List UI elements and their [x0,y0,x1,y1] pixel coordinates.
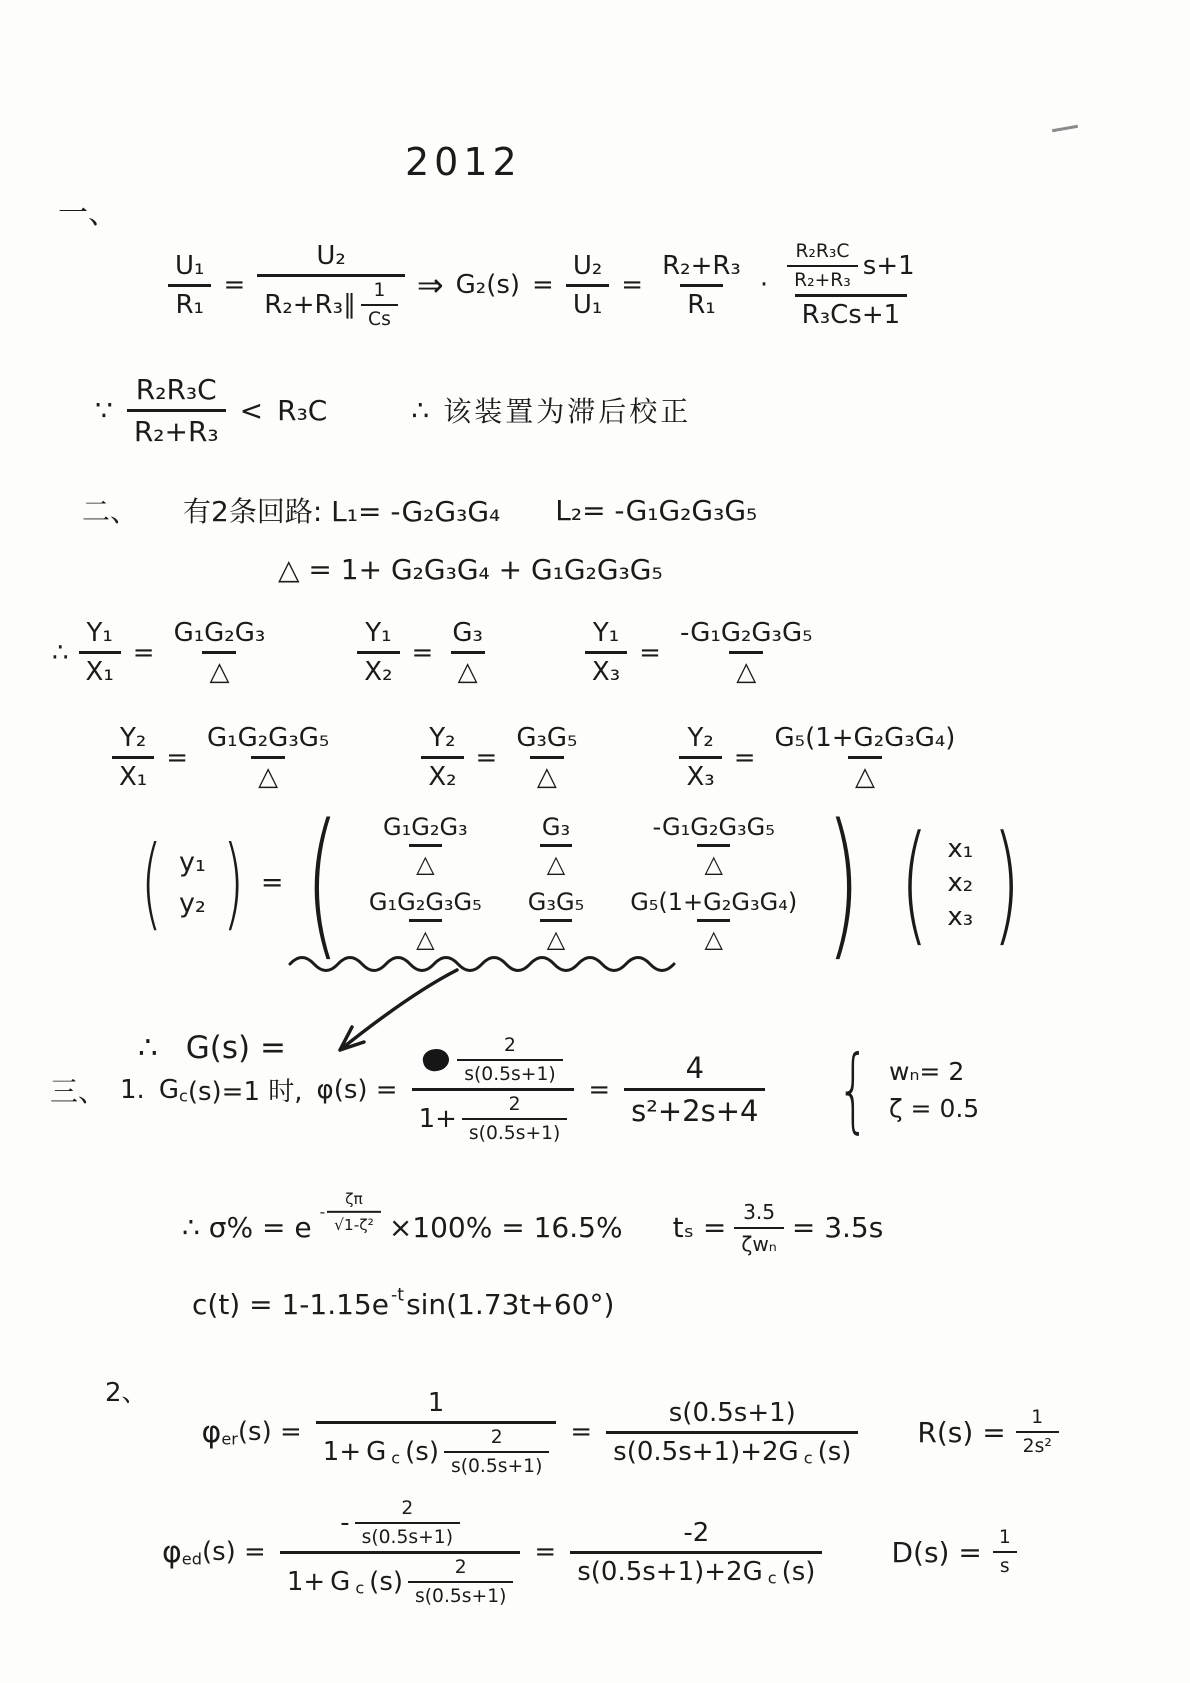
parameters-group [824,1035,980,1143]
result-fraction [624,1051,765,1128]
left-paren: ( [140,823,163,941]
gc-subscript: c [803,1448,813,1468]
numerator: R₂R₃C [135,372,217,406]
ds-fraction [992,1527,1018,1577]
numerator: -G₁G₂G₃G₅ [679,618,813,648]
gs-label: G(s) = [185,1030,286,1066]
one-plus: 1+ [418,1104,457,1134]
denominator: s [993,1551,1017,1577]
x1-entry: x₁ [947,833,974,864]
transfer-row-y1 [52,600,820,705]
numerator: U₁ [175,250,205,281]
numerator: Y₁ [86,618,113,648]
numerator: Y₂ [429,723,456,753]
gc-subscript: c [391,1448,401,1468]
fraction-expr [673,618,820,687]
ratio-y1-x3 [585,618,820,687]
fraction-r2r3-r1 [655,251,748,320]
exponent-fraction [327,1189,381,1233]
left-paren: ( [900,806,928,959]
denominator: △ [530,756,564,792]
numerator: G₅(1+G₂G₃G₄) [774,723,956,753]
numerator: G₁G₂G₃G₅ [207,723,330,753]
fraction-yx [679,723,721,792]
section1-equation2 [95,355,691,465]
transfer-function-label: G₂(s) [455,270,521,300]
open-loop-fraction [408,1557,513,1607]
section3-item1 [50,1012,979,1167]
fraction-yx [112,723,154,792]
numerator: 1 [427,1387,445,1418]
denominator: △ [540,919,572,953]
exponent-group [320,1189,381,1233]
therefore-sign: ∴ [138,1030,158,1066]
denominator: △ [729,651,763,687]
phi-of-s: (s) = [201,1537,266,1567]
denominator: s(0.5s+1) [355,1522,460,1548]
section2-header [82,490,757,530]
denominator: X₃ [679,756,721,792]
equals-sign: = [532,270,554,300]
denominator: X₁ [79,651,121,687]
denominator [570,1551,822,1587]
gc-condition-text: (s)=1 时, [187,1077,303,1107]
gc-symbol: G [366,1436,387,1467]
numerator: U₂ [572,250,603,281]
denominator: △ [409,844,441,878]
denominator: X₂ [421,756,463,792]
denominator: s(0.5s+1) [462,1118,567,1144]
loops-intro-l1: 有2条回路: L₁= -G₂G₃G₄ [183,495,501,528]
denominator: △ [251,756,285,792]
matrix [362,813,804,953]
gc-of-s: (s) [817,1436,852,1467]
item2-ed-line [162,1482,1018,1622]
error-tf-fraction [316,1388,557,1477]
r3c-term: R₃C [277,393,328,427]
phi-subscript: ed [181,1548,202,1568]
numerator: 2 [454,1556,467,1578]
equals-sign: = [166,742,189,773]
stray-pen-mark [1052,125,1078,132]
denominator: R₂+R₃ [787,265,858,291]
denominator: R₃Cs+1 [795,294,908,330]
equals-sign: = [588,1074,611,1105]
natural-frequency: wₙ= 2 [889,1056,965,1086]
numerator: G₁G₂G₃ [173,618,266,648]
equals-sign: = [260,867,284,898]
numerator: G₃ [541,812,571,841]
numerator [416,1035,569,1088]
den-text: s(0.5s+1)+2G [613,1436,799,1467]
y-vector [179,847,206,919]
denominator: △ [409,919,441,953]
damping-ratio: ζ = 0.5 [889,1093,980,1123]
numerator: Y₂ [119,723,147,753]
x-vector [947,834,973,932]
denominator: X₁ [112,756,154,792]
numerator: s(0.5s+1) [668,1397,796,1428]
multiplication-dot: · [759,270,769,300]
one-plus: 1+ [322,1436,362,1467]
brace: { [837,1035,870,1143]
numerator: 2 [401,1497,414,1519]
gc-subscript: c [355,1578,365,1598]
fraction-expr [509,723,584,792]
numerator: G₃G₅ [527,887,585,916]
numerator: R₂R₃C [795,240,850,262]
section2-marker: 二、 [82,495,139,528]
gc-symbol: G [158,1074,179,1105]
phi-ed-label [162,1535,266,1570]
denominator: √1-ζ² [327,1210,381,1233]
denominator: X₂ [357,651,399,687]
equals-sign: = [570,1417,593,1447]
denominator: ζwₙ [734,1227,783,1256]
gc-of-s: (s) [369,1566,404,1597]
error-tf-result [606,1398,858,1467]
scribble-mark [421,1047,451,1074]
equals-sign: = [223,270,246,300]
phi-symbol: φ [201,1414,222,1450]
rs-label: R(s) = [917,1415,1006,1449]
section1-marker: 一、 [58,196,118,231]
matrix-cell [376,813,475,878]
y2-entry: y₂ [179,887,206,919]
item2-er-line [105,1362,1059,1502]
numerator: Y₂ [687,723,714,753]
right-paren: ) [222,823,245,941]
denominator [280,1551,521,1607]
settling-time-fraction [734,1200,783,1256]
den-text: s(0.5s+1)+2G [577,1556,763,1587]
x2-entry: x₂ [947,867,974,898]
ratio-y2-x2 [421,723,584,792]
fraction-yx [421,723,463,792]
fraction-expr [445,618,490,687]
disturbance-tf-fraction [280,1498,521,1607]
gc-subscript: c [767,1568,777,1588]
phi-of-s: (s) = [237,1417,302,1447]
because-sign: ∵ [95,393,113,427]
disturbance-signal-group [891,1527,1017,1577]
numerator [780,241,922,294]
denominator: R₁ [680,284,723,320]
fraction-yx [585,618,627,687]
equals-sign: = [411,637,434,668]
ratio-y1-x1 [79,618,273,687]
denominator: R₁ [168,284,211,320]
ct-post: sin(1.73t+60°) [406,1288,615,1321]
phi-label: φ(s) = [316,1074,398,1105]
open-loop-fraction [462,1094,567,1144]
numerator: ζπ [345,1189,363,1208]
matrix-cell [645,813,781,878]
section1-equation1 [168,215,922,355]
delta-equation: △ = 1+ G₂G₃G₄ + G₁G₂G₃G₅ [278,553,663,586]
fraction-1-cs [361,280,398,330]
implies-arrow: ⇒ [416,266,444,304]
denominator: Cs [361,304,398,330]
step-response-line [192,1284,615,1321]
open-loop-fraction [355,1498,460,1548]
ct-pre: c(t) = 1-1.15e [192,1288,389,1321]
fraction-u2-u1 [566,251,609,320]
denominator: △ [697,919,729,953]
denominator: R₂+R₃ [127,409,226,448]
gc-of-s: (s) [781,1556,816,1587]
denominator: △ [697,844,729,878]
s-plus-one: s+1 [862,250,915,281]
fraction-yx [357,618,399,687]
item2-number: 2、 [105,1378,148,1408]
overshoot-lead: ∴ σ% = e [182,1211,312,1244]
item1-number: 1. [120,1074,145,1105]
parallel-term: R₂+R₃∥ [264,289,357,320]
left-paren: ( [305,788,340,976]
y1-entry: y₁ [179,846,206,878]
fraction-yx [79,618,121,687]
page-title: 2012 [405,140,522,184]
fraction-u2-parallel [257,241,405,330]
denominator: △ [451,651,485,687]
numerator: 2 [490,1426,503,1448]
equals-sign: = [534,1537,557,1567]
section3-marker: 三、 [50,1074,107,1108]
ratio-y2-x1 [112,723,336,792]
numerator: 1 [373,279,386,301]
numerator: 2 [504,1035,516,1056]
numerator: 2 [508,1094,521,1115]
denominator [606,1431,858,1467]
ratio-y2-x3 [679,723,962,792]
wavy-underline [290,958,674,971]
equals-sign: = [733,742,756,773]
fraction-compare [127,373,226,448]
equals-sign: = [621,270,644,300]
numerator: 3.5 [743,1199,776,1224]
loops-intro-l2: L₂= -G₁G₂G₃G₅ [555,493,758,527]
fraction-expr [167,618,273,687]
denominator: △ [202,651,236,687]
rs-fraction [1016,1407,1059,1457]
denominator: △ [848,756,882,792]
one-plus: 1+ [286,1566,326,1597]
minus-sign: - [340,1507,350,1538]
numerator: G₃ [452,618,483,648]
therefore-sign: ∴ [52,637,69,668]
denominator: s(0.5s+1) [444,1451,549,1477]
gc-subscript: c [178,1086,188,1106]
x3-entry: x₃ [947,901,974,932]
numerator: -G₁G₂G₃G₅ [652,812,775,841]
numerator: Y₁ [592,618,620,648]
fraction-time-constant [787,241,858,291]
denominator: U₁ [566,284,609,320]
gc-condition [159,1071,303,1108]
denominator [412,1088,575,1144]
numerator: G₁G₂G₃G₅ [368,887,482,916]
fraction-expr [768,723,963,792]
numerator: G₁G₂G₃ [383,812,468,841]
denominator: 2s² [1016,1431,1059,1457]
numerator: 1 [1031,1407,1044,1428]
therefore-sign: ∴ [411,393,430,427]
equals-sign: = [475,742,498,773]
fraction-expr [200,723,336,792]
disturbance-tf-result [570,1518,822,1587]
numerator [333,1498,467,1551]
numerator: 4 [685,1051,705,1085]
denominator: s²+2s+4 [624,1088,765,1128]
ct-exponent: -t [390,1284,405,1305]
phi-symbol: φ [162,1534,182,1570]
denominator: X₃ [585,651,627,687]
overshoot-line [182,1180,883,1275]
conclusion-text: 该装置为滞后校正 [443,395,692,428]
denominator [257,274,405,330]
denominator: s(0.5s+1) [408,1581,513,1607]
gc-of-s: (s) [405,1436,439,1467]
open-loop-fraction [457,1035,562,1085]
parameters-col [889,1057,979,1123]
phi-subscript: er [221,1428,238,1448]
ratio-y1-x2 [357,618,490,687]
minus-sign: - [319,1202,326,1221]
numerator: -2 [683,1517,710,1548]
numerator: R₂+R₃ [662,250,741,281]
fraction-u1-r1 [168,251,211,320]
overshoot-result: ×100% = 16.5% [388,1211,623,1244]
settling-time-result: = 3.5s [791,1211,884,1244]
denominator: s(0.5s+1) [457,1059,562,1085]
settling-time-label: tₛ = [672,1211,727,1244]
open-loop-fraction [444,1427,549,1477]
closed-loop-fraction [412,1035,575,1144]
numerator: G₅(1+G₂G₃G₄) [630,887,798,916]
denominator [316,1421,557,1477]
input-signal-group [917,1407,1058,1457]
phi-er-label [202,1415,302,1450]
denominator: △ [540,844,572,878]
numerator: G₃G₅ [516,723,578,753]
fraction-lag-term [780,241,922,330]
numerator: Y₁ [365,618,392,648]
ds-label: D(s) = [891,1535,982,1569]
matrix-equation [132,788,1032,976]
numerator: U₂ [316,240,346,271]
right-paren: ) [992,806,1021,959]
gc-symbol: G [330,1566,351,1597]
equals-sign: = [132,637,155,668]
right-paren: ) [826,788,861,976]
less-than-sign: < [239,393,264,427]
numerator: 1 [998,1527,1011,1548]
equals-sign: = [639,637,661,668]
matrix-cell [535,813,577,878]
